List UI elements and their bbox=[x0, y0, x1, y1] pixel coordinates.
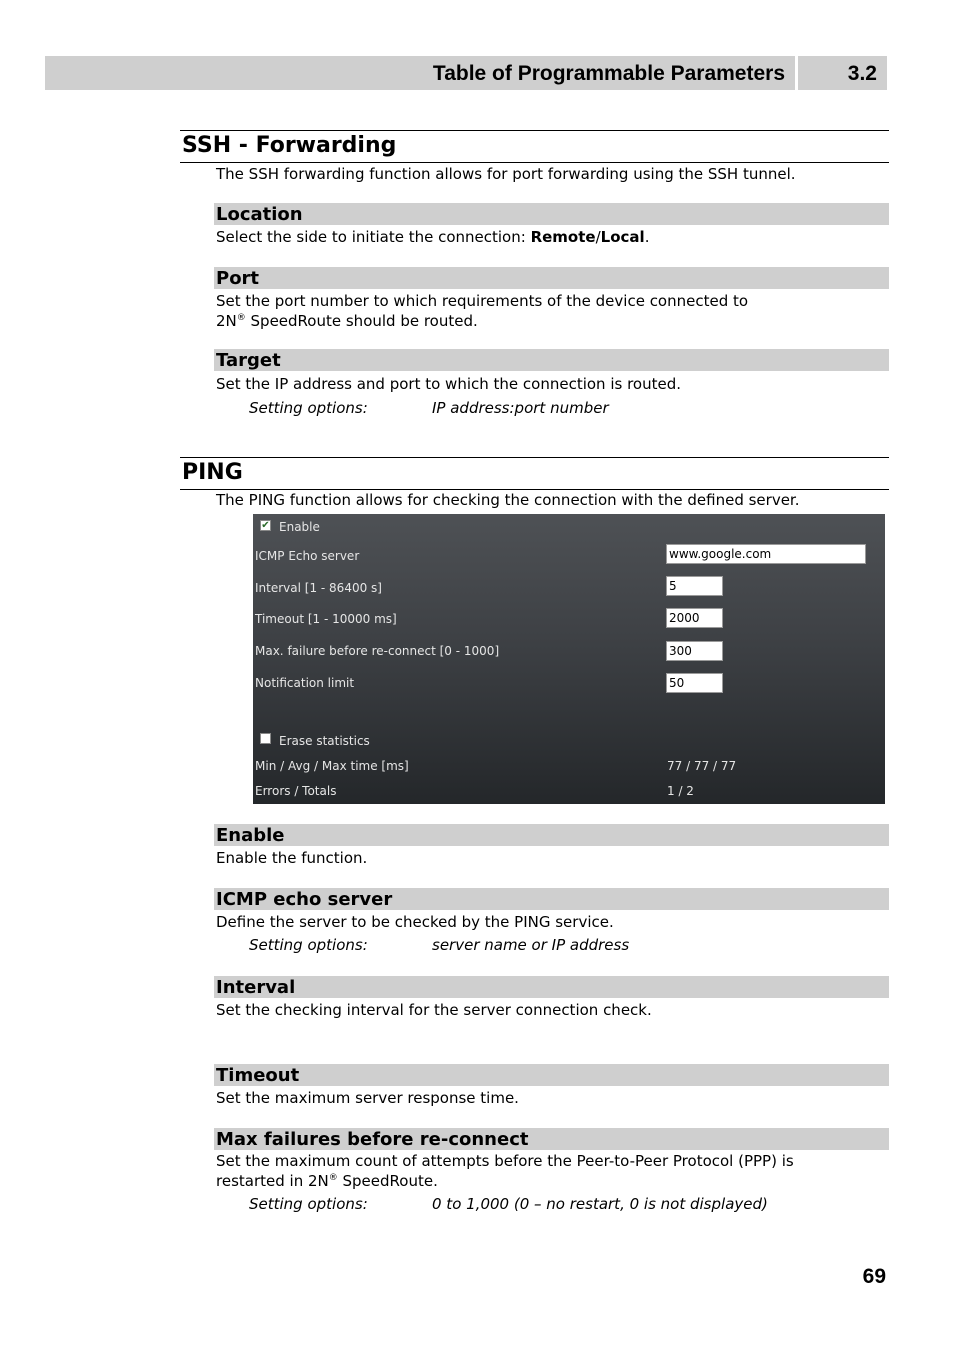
section-heading-ssh bbox=[180, 130, 889, 163]
max-failures-line2-suffix: SpeedRoute. bbox=[337, 1172, 438, 1190]
running-header bbox=[45, 56, 795, 90]
errors-totals-label: Errors / Totals bbox=[255, 784, 337, 798]
timeout-text: Set the maximum server response time. bbox=[216, 1089, 519, 1107]
max-failures-line2-prefix: restarted in 2N bbox=[216, 1172, 329, 1190]
icmp-server-label: ICMP Echo server bbox=[255, 549, 360, 563]
erase-statistics-label: Erase statistics bbox=[279, 734, 370, 748]
notification-limit-label: Notification limit bbox=[255, 676, 355, 690]
subheading-interval bbox=[214, 976, 889, 998]
interval-label: Interval [1 - 86400 s] bbox=[255, 581, 382, 595]
ping-settings-panel bbox=[253, 514, 885, 804]
subheading-location-label: Location bbox=[216, 204, 303, 225]
location-local: Local bbox=[600, 228, 645, 246]
subheading-icmp bbox=[214, 888, 889, 910]
icmp-text: Define the server to be checked by the PING service. bbox=[216, 913, 614, 931]
errors-totals-value: 1 / 2 bbox=[667, 784, 694, 798]
port-text-2n: 2N bbox=[216, 312, 237, 330]
ssh-intro: The SSH forwarding function allows for port forwarding using the SSH tunnel. bbox=[216, 165, 796, 183]
target-setting-value: IP address:port number bbox=[432, 399, 609, 417]
max-failures-setting-value: 0 to 1,000 (0 – no restart, 0 is not displayed) bbox=[432, 1195, 768, 1213]
max-failure-label: Max. failure before re-connect [0 - 1000] bbox=[255, 644, 500, 658]
running-header-section-number: 3.2 bbox=[847, 62, 877, 85]
section-heading-ssh-label: SSH - Forwarding bbox=[182, 133, 397, 158]
location-remote: Remote bbox=[530, 228, 596, 246]
subheading-timeout-label: Timeout bbox=[216, 1065, 300, 1086]
subheading-max-failures-label: Max failures before re-connect bbox=[216, 1129, 529, 1150]
timeout-label: Timeout [1 - 10000 ms] bbox=[255, 612, 397, 626]
ping-intro: The PING function allows for checking the connection with the defined server. bbox=[216, 491, 800, 509]
location-slash: / bbox=[595, 228, 601, 246]
subheading-location bbox=[214, 203, 889, 225]
target-setting-label: Setting options: bbox=[249, 399, 368, 417]
section-heading-ping-label: PING bbox=[182, 460, 243, 485]
section-heading-ping bbox=[180, 457, 889, 490]
running-header-title: Table of Programmable Parameters bbox=[432, 62, 785, 85]
icmp-setting-label: Setting options: bbox=[249, 936, 368, 954]
subheading-enable bbox=[214, 824, 889, 846]
port-text-line2 bbox=[216, 311, 478, 331]
subheading-interval-label: Interval bbox=[216, 977, 296, 998]
target-text: Set the IP address and port to which the connection is routed. bbox=[216, 375, 681, 393]
timeout-input[interactable]: 2000 bbox=[666, 608, 723, 628]
max-failures-line2 bbox=[216, 1171, 438, 1191]
enable-text: Enable the function. bbox=[216, 849, 368, 867]
enable-checkbox[interactable] bbox=[260, 520, 271, 531]
registered-mark: ® bbox=[328, 1173, 338, 1183]
max-failures-setting-label: Setting options: bbox=[249, 1195, 368, 1213]
erase-statistics-checkbox[interactable] bbox=[260, 733, 271, 744]
icmp-setting-value: server name or IP address bbox=[432, 936, 630, 954]
subheading-max-failures bbox=[214, 1128, 889, 1150]
page-number: 69 bbox=[862, 1265, 886, 1288]
interval-input[interactable]: 5 bbox=[666, 576, 723, 596]
min-avg-max-label: Min / Avg / Max time [ms] bbox=[255, 759, 409, 773]
subheading-icmp-label: ICMP echo server bbox=[216, 889, 393, 910]
port-text-line1: Set the port number to which requirements of the device connected to bbox=[216, 292, 749, 310]
max-failure-input[interactable]: 300 bbox=[666, 641, 723, 661]
min-avg-max-value: 77 / 77 / 77 bbox=[667, 759, 737, 773]
icmp-server-input[interactable]: www.google.com bbox=[666, 544, 866, 564]
subheading-target bbox=[214, 349, 889, 371]
port-text-suffix: SpeedRoute should be routed. bbox=[245, 312, 478, 330]
location-text-prefix: Select the side to initiate the connection: bbox=[216, 228, 531, 246]
notification-limit-input[interactable]: 50 bbox=[666, 673, 723, 693]
max-failures-line1: Set the maximum count of attempts before the Peer-to-Peer Protocol (PPP) is bbox=[216, 1152, 794, 1170]
subheading-port bbox=[214, 267, 889, 289]
enable-checkbox-label: Enable bbox=[279, 520, 320, 534]
checkmark-icon: ✔ bbox=[261, 520, 270, 531]
running-header-number-box bbox=[798, 56, 887, 90]
location-text bbox=[216, 227, 649, 247]
subheading-target-label: Target bbox=[216, 350, 281, 371]
interval-text: Set the checking interval for the server connection check. bbox=[216, 1001, 652, 1019]
subheading-enable-label: Enable bbox=[216, 825, 285, 846]
subheading-timeout bbox=[214, 1064, 889, 1086]
registered-mark: ® bbox=[236, 313, 246, 323]
location-period: . bbox=[644, 228, 650, 246]
subheading-port-label: Port bbox=[216, 268, 260, 289]
